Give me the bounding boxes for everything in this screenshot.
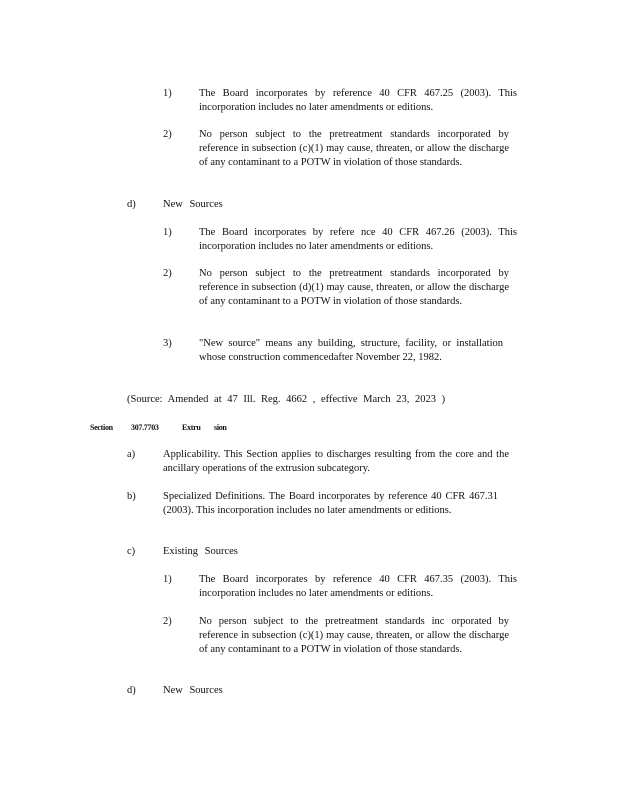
subsection-letter: c) <box>127 546 136 557</box>
paragraph: No person subject to the pretreatment standards incorporated by reference in subsection (c)(1) may cause, threaten, or allow the discharge of any contaminant to a POTW in violation of those standards. <box>199 129 509 168</box>
subsection-letter: a) <box>127 449 136 460</box>
paragraph: No person subject to the pretreatment standards incorporated by reference in subsection (d)(1) may cause, threaten, or allow the discharge of any contaminant to a POTW in violation of those standards. <box>199 268 509 307</box>
item-number: 3) <box>163 338 172 349</box>
item-number: 2) <box>163 268 172 279</box>
item-number: 1) <box>163 88 172 99</box>
paragraph: No person subject to the pretreatment standards inc orporated by reference in subsection (c)(1) may cause, threaten, or allow the discharge of any contaminant to a POTW in violation of those standards. <box>199 616 509 655</box>
section-title-part: Extru <box>182 423 201 432</box>
item-number: 2) <box>163 129 172 140</box>
section-label: Section <box>90 423 113 432</box>
subsection-letter: d) <box>127 685 136 696</box>
paragraph: Applicability. This Section applies to discharges resulting from the core and the ancillary operations of the extrusion subcategory. <box>163 449 509 474</box>
paragraph: The Board incorporates by refere nce 40 CFR 467.26 (2003). This incorporation includes no later amendments or editions. <box>199 227 517 252</box>
paragraph: The Board incorporates by reference 40 CFR 467.25 (2003). This incorporation includes no later amendments or editions. <box>199 88 517 113</box>
source-note: (Source: Amended at 47 Ill. Reg. 4662 , effective March 23, 2023 ) <box>127 394 446 405</box>
section-number: 307.7703 <box>131 423 159 432</box>
paragraph: "New source" means any building, structure, facility, or installation whose construction commencedafter November 22, 1982. <box>199 338 503 363</box>
subsection-letter: d) <box>127 199 136 210</box>
subsection-letter: b) <box>127 491 136 502</box>
subsection-title: New Sources <box>163 199 223 210</box>
paragraph: The Board incorporates by reference 40 CFR 467.35 (2003). This incorporation includes no later amendments or editions. <box>199 574 517 599</box>
item-number: 1) <box>163 574 172 585</box>
subsection-title: New Sources <box>163 685 223 696</box>
item-number: 1) <box>163 227 172 238</box>
section-title-part: sion <box>214 423 227 432</box>
paragraph: Specialized Definitions. The Board incorporates by reference 40 CFR 467.31 (2003). This incorporation includes no later amendments or editions. <box>163 491 498 516</box>
subsection-title: Existing Sources <box>163 546 238 557</box>
item-number: 2) <box>163 616 172 627</box>
